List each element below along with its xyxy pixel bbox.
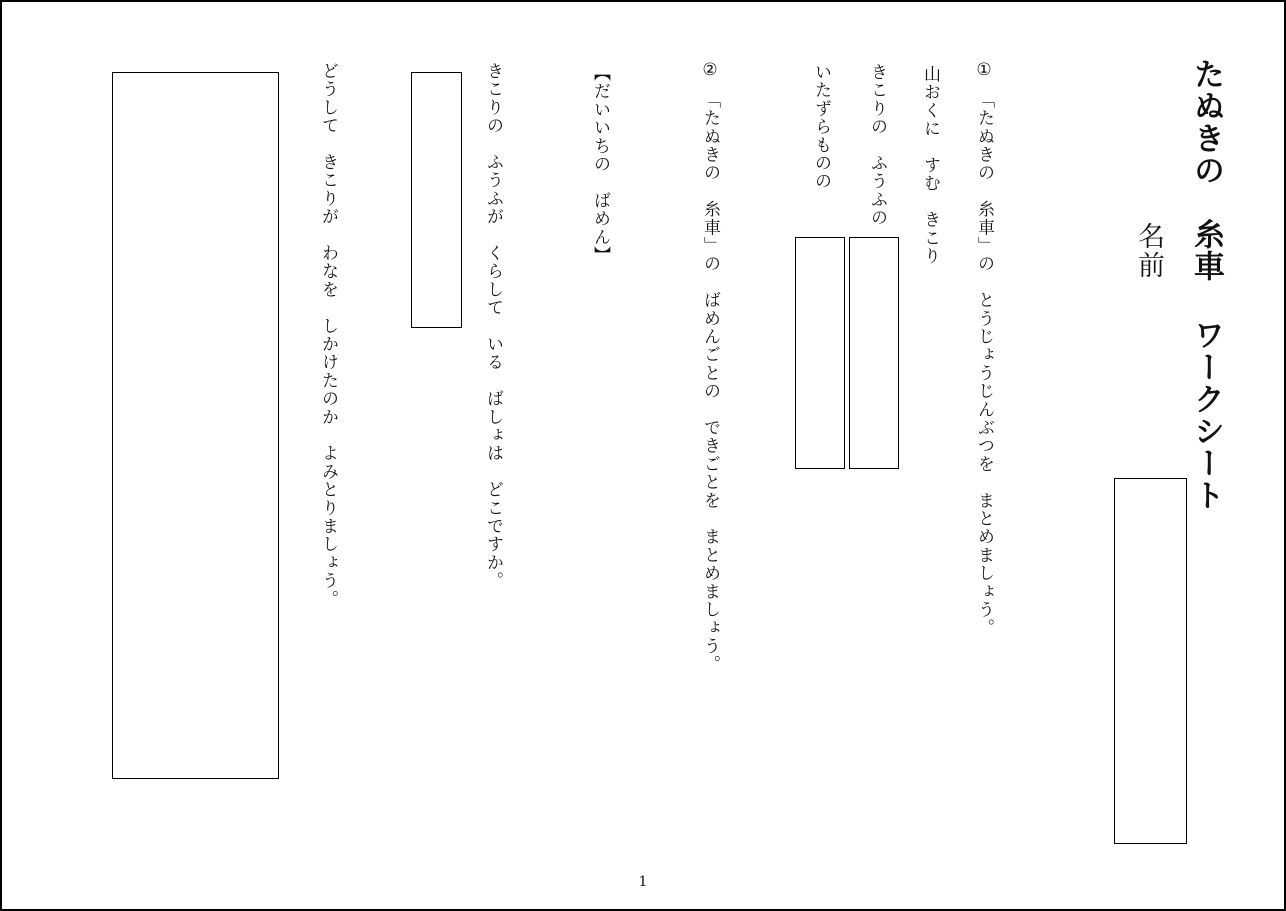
- question-2a-text: きこりの ふうふが くらして いる ばしょは どこですか。: [483, 62, 503, 590]
- question-1-line-prankster: いたずらものの: [811, 63, 831, 191]
- question-1-answer-box-prankster[interactable]: [795, 237, 845, 469]
- question-1-answer-box-couple[interactable]: [849, 237, 899, 469]
- question-1-line-woodcutter: 山おくに すむ きこり: [920, 65, 940, 266]
- name-label: 名前: [1133, 222, 1164, 280]
- question-2b-text: どうして きこりが わなを しかけたのか よみとりましょう。: [318, 62, 338, 608]
- question-2a-answer-box[interactable]: [411, 72, 462, 328]
- question-2b-answer-box[interactable]: [112, 72, 279, 779]
- question-1-prompt: ① 「たぬきの 糸車」の とうじょうじんぶつを まとめましょう。: [974, 60, 994, 637]
- question-1-line-couple: きこりの ふうふの: [867, 63, 887, 227]
- page-number: 1: [638, 874, 648, 890]
- question-2-prompt: ② 「たぬきの 糸車」の ばめんごとの できごとを まとめましょう。: [700, 60, 720, 674]
- scene-1-heading: 【だいいちの ばめん】: [590, 64, 610, 265]
- name-answer-box[interactable]: [1114, 478, 1187, 844]
- worksheet-title: たぬきの 糸車 ワークシート: [1188, 58, 1224, 511]
